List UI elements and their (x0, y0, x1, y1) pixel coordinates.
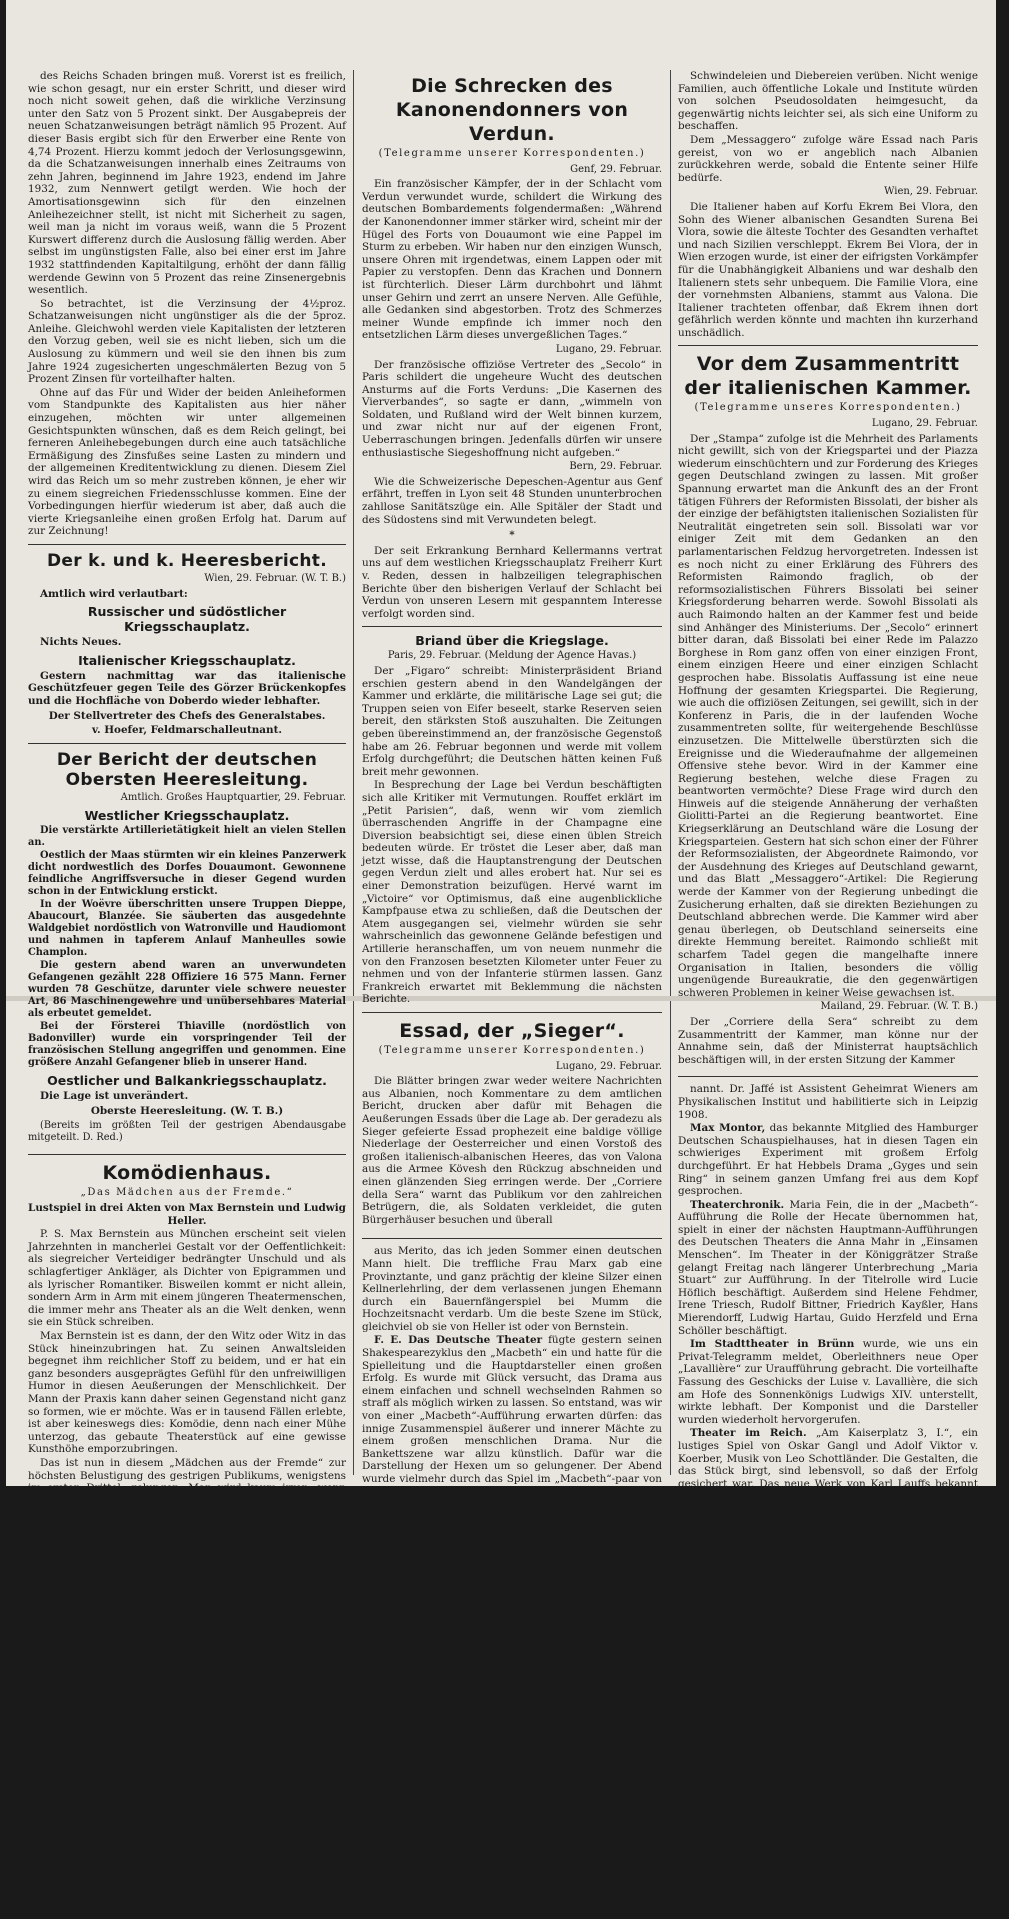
article-paragraph: Der französische offiziöse Vertreter des „Secolo“ in Paris schildert die ungeheure Wucht des deutschen Ansturms auf die Forts Verduns: „Die Kasernen des Vierverbandes“, so sagte er dann, „wimmeln von Soldaten, und Rußland wird der Welt binnen kurzem, und zwar nicht nur auf der eigenen Front, Ueberraschungen bringen. Jedenfalls dürfen wir unsere enthusiastische Siegeshoffnung nicht aufgeben.“ (362, 358, 662, 459)
column-divider (353, 70, 354, 1475)
section-divider (28, 743, 346, 744)
article-paragraph: In Besprechung der Lage bei Verdun beschäftigten sich alle Kritiker mit Vermutungen. Rouffet erklärt im „Petit Parisien“, daß, wenn wir vom ziemlich überraschenden Angriffe in der Champagne eine Diversion beabsichtigt sei, diese einen üblen Streich bedeuten würde. Er tröstet die Leser aber, daß man jetzt wisse, daß die Hauptanstrengung der Deutschen gegen Verdun zielt und alles erobert hat. Nur sei es einer Demonstration beizufügen. Hervé warnt im „Victoire“ vor Optimismus, daß eine augenblickliche Kampfpause etwa zu schließen, daß die Deutschen der Atem ausgegangen sei, vielmehr würden sie sehr wahrscheinlich das gewonnene Gelände befestigen und Artillerie heranschaffen, um von neuem nunmehr die von den Franzosen besetzten Kilometer unter Feuer zu nehmen und von der Infanterie stürmen lassen. Ganz Frankreich erwartet mit Beklemmung die nächsten Berichte. (362, 779, 662, 1006)
item-heading: Generalintendant Graf v. Hülsen-Haeseler und Professor Reinhardt. (362, 1536, 662, 1562)
article-paragraph: So betrachtet, ist die Verzinsung der 4½proz. Schatzanweisungen nicht ungünstiger als die der 5proz. Anleihe. Gleichwohl werden viele Kapitalisten der letzteren den Vorzug geben, weil sie es nicht lieben, sich um die Auslosung zu kümmern und weil sie den ihnen bis zum Jahre 1924 zugesicherten ungeschmälerten Bezug von 5 Prozent Zinsen für vorteilhafter halten. (28, 297, 346, 386)
headline-heeresbericht: Der k. und k. Heeresbericht. (47, 550, 327, 571)
headline-oberste-heeresleitung: Der Bericht der deutschen Obersten Heeresleitung. (56, 749, 318, 790)
subheading-front: Oestlicher und Balkankriegsschauplatz. (47, 1073, 327, 1089)
article-text: Maria Fein, die in der „Macbeth“-Aufführung die Rolle der Hecate übernommen hat, spielt in einer der nächsten Hauptmann-Aufführungen des Deutschen Theaters die Anna Mahr in „Einsamen Menschen“. Im Theater in der Königgrätzer Straße gelangt Freitag nach längerer Unterbrechung „Maria Stuart“ zur Aufführung. In der Titelrolle wird Lucie Höflich beschäftigt. Außerdem sind Helene Fehdmer, Irene Triesch, Rudolf Bittner, Friedrich Kayßler, Hans Mierendorff, Ludwig Hartau, Guido Herzfeld und Erna Schöller beschäftigt. (678, 1198, 978, 1337)
article-paragraph: Ohne auf das Für und Wider der beiden Anleiheformen vom Standpunkte des Kapitalisten aus hier näher einzugehen, möchten wir unter allgemeinen Gesichtspunkten wünschen, daß es dem Reich gelingt, bei ferneren Anleihebegebungen durch eine auch tatsächliche Ermäßigung des Zinsfußes seine Lasten zu mindern und der allgemeinen Kreditentwicklung zu dienen. Diesem Ziel wird das Reich um so mehr zustreben können, je eher wir zu einem siegreichen Friedensschlusse kommen. Eine der Vorbedingungen hierfür wiederum ist aber, daß auch die vierte Kriegsanleihe einen großen Erfolg hat. Darum auf zur Zeichnung! (28, 386, 346, 538)
editor-note: (Bereits im größten Teil der gestrigen Abendausgabe mitgeteilt. D. Red.) (28, 1119, 346, 1143)
section-divider (362, 1238, 662, 1239)
item-heading: Wissenschaftliche Nachrichten. (374, 1867, 597, 1880)
article-paragraph: Schwindeleien und Diebereien verüben. Nicht wenige Familien, auch öffentliche Lokale und Institute würden von solchen Pseudosoldaten heimgesucht, da gegenwärtig nichts leichter sei, als sich eine Uniform zu beschaffen. (678, 70, 978, 133)
section-divider (362, 626, 662, 627)
signature: Oberste Heeresleitung. (W. T. B.) (90, 1104, 284, 1117)
article-paragraph: P. S. Max Bernstein aus München erscheint seit vielen Jahrzehnten in mancherlei Gestalt vor der Oeffentlichkeit: als siegreicher Verteidiger bedrängter Unschuld und als schlagfertiger Ankläger, als Dichter von Epigrammen und als lyrischer Romantiker. Bisweilen kommt er nicht allein, sondern Arm in Arm mit einem jüngeren Theatermenschen, die immer mehr ans Theater als an die Welt denken, wenn sie ein Stück schreiben. (28, 1228, 346, 1329)
column-left (28, 70, 346, 1751)
section-divider (678, 1076, 978, 1077)
dateline: Bern, 29. Februar. (569, 461, 662, 473)
article-paragraph: Ein französischer Kämpfer, der in der Schlacht vom Verdun verwundet wurde, schildert die Wirkung des deutschen Bombardements folgendermaßen: „Während der Kanonendonner immer stärker wird, scheint mir der Hügel des Forts von Douaumont wie eine Pappel im Sturm zu erbeben. Wir haben nur den einzigen Wunsch, unsere Ohren mit irgendetwas, einem Lappen oder mit Papier zu verstopfen. Denn das Krachen und Donnern ist fürchterlich. Dieser Lärm durchbohrt und lähmt unser Gehirn und zerrt an unsere Nerven. Alle Gefühle, alle Gedanken sind abgestorben. Trotz des Schmerzes meiner Wunde empfinde ich immer noch den entsetzlichen Lärm dieses unvergeßlichen Tages.“ (362, 178, 662, 342)
headline-italienische-kammer: Vor dem Zusammentritt der italienischen Kammer. (684, 353, 972, 400)
headline-komoedienhaus: Komödienhaus. (102, 1161, 272, 1184)
article-paragraph: In der Woëvre überschritten unsere Truppen Dieppe, Abaucourt, Blanzée. Sie säuberten das ausgedehnte Waldgebiet nordöstlich von Watronville und Haudiomont und nahmen in tapferem Anlauf Manheulles sowie Champlon. (28, 899, 346, 959)
headline-briand: Briand über die Kriegslage. (415, 633, 609, 649)
article-paragraph: Die Italiener haben auf Korfu Ekrem Bei Vlora, den Sohn des Wiener albanischen Gesandten Surena Bei Vlora, sowie die älteste Tochter des Gesandten verhaftet und nach Sizilien verschleppt. Ekrem Bei Vlora, der in Wien erzogen wurde, ist einer der eifrigsten Vorkämpfer für die Unabhängigkeit Albaniens und war deshalb den Italienern stets sehr unbequem. Die Familie Vlora, eine der vornehmsten Albaniens, stammt aus Valona. Die Italiener trachteten offenbar, daß Ekrem ihnen dort gefährlich werden könnte und machten ihn kurzerhand unschädlich. (678, 200, 978, 339)
dateline: Amtlich. Großes Hauptquartier, 29. Februar. (120, 791, 346, 803)
signature: Der Stellvertreter des Chefs des Generalstabes. (48, 709, 326, 722)
item-heading: F. E. Das Deutsche Theater (374, 1334, 543, 1347)
dateline: Paris, 29. Februar. (Meldung der Agence Havas.) (387, 650, 637, 662)
article-paragraph: Die Blätter bringen zwar weder weitere Nachrichten aus Albanien, noch Kommentare zu dem amtlichen Bericht, drucken aber dafür mit Behagen die Aeußerungen Essads über die Lage ab. Der geradezu als Sieger gefeierte Essad prophezeit eine baldige völlige Niederlage der Oesterreicher und einen Vorstoß des großen italienisch-albanischen Heeres, das von Valona aus die Armee Kövesh den Rückzug abschneiden und einen glänzenden Sieg erringen werde. Der „Corriere della Sera“ warnt das Publikum vor den zahlreichen Betrügern, die, als Soldaten verkleidet, die guten Bürgerhäuser besuchen und überall (362, 1075, 662, 1226)
article-paragraph: aus Merito, das ich jeden Sommer einen deutschen Mann hielt. Die treffliche Frau Marx gab eine Provinztante, und ganz prächtig der kleine Silzer einen Kellnerlehrling, der dem verlassenen jungen Ehemann durch ein Bauernfängerspiel bei Mumm die Hochzeitsnacht verdarb. Um die beste Szene im Stück, gleichviel ob sie von Heller ist oder von Bernstein. (362, 1245, 662, 1333)
dateline: Wien, 29. Februar. (884, 186, 978, 198)
asterisk-separator: * (509, 529, 515, 542)
article-text: wurde, wie uns ein Privat-Telegramm meldet, zusammen mit Geheimrat Ranke-München von der kaiserlich Leopoldinisch-Karolinischen Deutschen Akademie der Naturforscher zu Halle zu ordentlichen Mitgliedern in den Fachsektion für Anthropologie, Ethnologie und Geographie, Geheimrat Fürbringer-Heidelberg zum Vorstandsmitglied der Fachsektion für Zoologie und Anatomie wiedergewählt. Geheimrat Pfeffer-Leipzig wurde zum Vorstandsmitglied der Fachsektion für Botanik und Geheimrat Spengel-Gießen zum Adjunkten für Hessen, Rheinpfalz, Nassau und Frankfurt am Main gewählt. (362, 1702, 662, 1866)
article-paragraph: Nichts Neues. (40, 636, 122, 649)
article-paragraph: nannt. Dr. Jaffé ist Assistent Geheimrat Wieners am Physikalischen Institut und habilitierte sich in Leipzig 1908. (678, 1083, 978, 1121)
article-paragraph: Gestern nachmittag war das italienische Geschützfeuer gegen Teile des Görzer Brückenkopfes und die Hochfläche von Doberdo wieder lebhafter. (28, 669, 346, 707)
article-paragraph: Der „Corriere della Sera“ schreibt zu dem Zusammentritt der Kammer, man könne nur der Annahme sein, daß der Ministerrat hauptsächlich beschäftigen will, in der ersten Sitzung der Kammer (678, 1015, 978, 1066)
article-paragraph: Max Bernstein ist es dann, der den Witz oder Witz in das Stück hineinzubringen hat. Zu seinen Anwaltsleiden begegnet ihm reichlicher Stoff zu beidem, und er hat ein ganz besonders ausgeprägtes Gefühl für den unfreiwilligen Humor in diesen Aeußerungen der Menschlichkeit. Der Mann der Praxis kann daher seinen Gegenstand nicht ganz so formen, wie er möchte. Was er in tausend Fällen erlebte, ist aber keineswegs dies: Komödie, denn nach einer Mühe unterzog, das gebaute Theaterstück auf eine gewisse Kunsthöhe emporzubringen. (28, 1330, 346, 1456)
article-paragraph: Mit der Idee des Stückes dürfte Bernstein nicht viel zu tun haben. Heller allerdings auch nicht. Sie stammt aus der Rumpelkammer: aus der Hochzeitsreise begegnet jemand einer Frau und zwar einer sehr vornehmen, und das gibt eine kleine Wirrnis, die, etwas „gestreckt“, so ziemlich bis gegen Ende hin reichte. (28, 1571, 346, 1647)
play-credit: Lustspiel in drei Akten von Max Bernstein und Ludwig Heller. (28, 1202, 346, 1227)
article-paragraph: Applaudiert wurde recht lebhaft: erster Akt sehr nett, zweiter Akt nett, dritter Akt ganz nett. Nach jedem Akt hatte das Publikum den anwesenden Max Bernstein noch immer für den Anfang. (28, 1647, 346, 1698)
dateline: Lugano, 29. Februar. (871, 418, 978, 430)
section-divider (362, 1012, 662, 1013)
dateline: Mailand, 29. Februar. (W. T. B.) (820, 1001, 978, 1013)
article-paragraph: Das ist nun in diesem „Mädchen aus der Fremde“ zur höchsten Belustigung des gestrigen Publikums, wenigstens im ersten Drittel, gelungen. Man wird kaum irren, wenn man sagt: die Idee des Stückes, ist vom Schauspieler Heller, die Ideen sind teils vom Epigrammatiker, teils vom Rechtsgelehrten Bernstein. Es gelang ihm stellenweise ganz köstliche Dinge zu erfinden, und die Art, wie er einen Familienkreis mit bunten Gestalten füllte, ist durchaus dankenswert. Nur kommt all dies nicht recht zusammen. (28, 1456, 346, 1570)
article-paragraph: Der „Stampa“ zufolge ist die Mehrheit des Parlaments nicht gewillt, sich von der Kriegspartei und der Piazza wiederum einschüchtern und zur Forderung des Krieges gegen Deutschland zwingen zu lassen. Mit großer Spannung erwartet man die Ankunft des an der Front tätigen Führers der Reformisten Bissolati, der bisher als der einzige der befähigtsten italienischen Sozialisten für Neutralität eingetreten sein soll. Bissolati war vor einiger Zeit mit dem Gedanken an den parlamentarischen Feldzug hervorgetreten. Indessen ist es noch nicht zu einer Erklärung des Führers des Reformisten Raimondo fraglich, ob der reformsozialistischen Führers Bissolati bei seiner Kriegsforderung beharren werde. Sowohl Bissolati als auch Raimondo halten an der Kammer fest und beide sind Anhänger des Ministeriums. Der „Secolo“ erinnert bitter daran, daß Bissolati bei einer Rede im Palazzo Borghese in Rom ganz offen von einer einzigen Front, einem einzigen Heere und einer einzigen Schlacht gesprochen habe. Bissolatis Auffassung ist eine neue Hoffnung der gesamten Kriegspartei. Die Regierung, wie auch die offiziösen Zeitungen, sei gewillt, sich in der Konferenz in Paris, die in der laufenden Woche zusammentreten sollte, für weitergehende Beschlüsse einzusetzen. Die Mittelwelle überstürzten sich die Ereignisse und die Wiederaufnahme der allgemeinen Offensive stehe bevor. Wird in der Kammer eine Regierung bestehen, welche diese Fragen zu beantworten vermöchte? Diese Frage wird durch den Hinweis auf die steigende Annäherung der verhaßten Giolitti-Partei an die Regierung beantwortet. Eine Kriegserklärung an Deutschland wäre die Losung der Kriegsparteien. Gestern hat sich schon einer der Führer der Reformsozialisten, der Abgeordnete Raimondo, vor der Ausdehnung des Krieges auf Deutschland gewarnt, und das Blatt „Messaggero“-Artikel: Die Regierung werde der Kammer von der Regierung unbedingt die Zusicherung erhalten, daß sie direkten Beziehungen zu Deutschland abbrechen werde. Die Kammer wird aber genau überlegen, ob Deutschland seinerseits eine direkte Hemmung bereitet. Raimondo schließt mit scharfem Tadel gegen die mangelhafte innere Organisation in Italien, besonders die völlig ungenügende Bureaukratie, die den gegenwärtigen schweren Problemen in keiner Weise gewachsen ist. (678, 432, 978, 999)
section-divider (28, 544, 346, 545)
subheading-front: Russischer und südöstlicher Kriegsschauplatz. (87, 604, 287, 635)
signature: v. Hoefer, Feldmarschalleutnant. (91, 724, 283, 737)
article-paragraph: Amtlich wird verlautbart: (40, 587, 188, 600)
article-text: Zum außerordentlichen Professor an der Universität Leipzig wurde der hiesige Privatdozent für Physik daselbst, Dr. phil. Georg Jaffé, ein (362, 1867, 662, 1918)
article-paragraph: Wie die Schweizerische Depeschen-Agentur aus Genf erfährt, treffen in Lyon seit 48 Stunden ununterbrochen zahllose Sanitätszüge ein. Alle Spitäler der Stadt und des Südostens sind mit Verwundeten belegt. (362, 475, 662, 526)
dateline: Wien, 29. Februar. (W. T. B.) (204, 572, 346, 584)
article-text: das bekannte Mitglied des Hamburger Deutschen Schauspielhauses, hat in diesen Tagen ein schwieriges Experiment mit großem Erfolg durchgeführt. Er hat Hebbels Drama „Gyges und sein Ring“ in seinem ganzen Umfang frei aus dem Kopf gesprochen. (678, 1122, 978, 1198)
article-paragraph: Die gestern abend waren an unverwundeten Gefangenen gezählt 228 Offiziere 16 575 Mann. Ferner wurden 78 Geschütze, darunter viele schwere neuester Art, 86 Maschinengewehre und unübersehbares Material als erbeutet gemeldet. (28, 960, 346, 1020)
dateline: Lugano, 29. Februar. (555, 1060, 662, 1072)
play-title: „Das Mädchen aus der Fremde.“ (80, 1186, 294, 1198)
article-paragraph: Die Lage ist unverändert. (40, 1090, 189, 1103)
subheadline: (Telegramme unseres Korrespondenten.) (694, 402, 962, 414)
subheading-front: Westlicher Kriegsschauplatz. (84, 808, 290, 824)
item-heading: Im Stadttheater in Brünn (690, 1338, 855, 1351)
subheadline: (Telegramme unserer Korrespondenten.) (378, 148, 646, 159)
subheadline: (Telegramme unserer Korrespondenten.) (378, 1045, 646, 1056)
article-text: fügte gestern seinen Shakespearezyklus den „Macbeth“ ein und hatte für die Spielleitung und die Hauptdarsteller einen großen Erfolg. Es wurde mit Glück versucht, das Drama aus einem einfachen und schnell wechselnden Rahmen so straff als möglich wirken zu lassen. So entstand, was wir von einer „Macbeth“-Aufführung erwarten dürfen: das innige Zusammenspiel äußerer und innerer Mächte zu einem großen menschlichen Drama. Nur die Bankettszene war allzu künstlich. Dafür war die Darstellung der Hexen um so gelungener. Der Abend wurde vielmehr durch das Spiel im „Macbeth“-paar von Paul Wegener und Hermine Körner getragen. Sie nahmen die harten Dinge im wesentlichen von der geistigen Seite und waren zusammenbrechend stärker als wahrhaft. Der Beifall war herzlich. (362, 1334, 662, 1536)
headline-essad: Essad, der „Sieger“. (399, 1020, 625, 1042)
article-paragraph: Der „Figaro“ schreibt: Ministerpräsident Briand erschien gestern abend in den Wandelgängen der Kammer und erklärte, die militärische Lage sei gut; die Truppen seien von Eifer beseelt, starke Reserven seien bereit, den stärksten Stoß auszuhalten. Die Zeitungen geben übereinstimmend an, der französische Gegenstoß habe am 26. Februar begonnen und werde mit vollem Erfolg durchgeführt; die Deutschen hätten keinen Fuß breit mehr gewonnen. (362, 664, 662, 778)
article-text: wurde, wie uns ein Privat-Telegramm meldet, Oberleithners neue Oper „Lavallière“ zur Uraufführung gebracht. Die vorteilhafte Fassung des Geschicks der Luise v. Lavallière, die sich am Hofe des Sonnenkönigs Ludwigs XIV. unterstellt, wirkte lebhaft. Der Komponist und die Darsteller wurden wiederholt hervorgerufen. (678, 1338, 979, 1426)
article-paragraph: Von einer Richtigstellung der unzutreffenden tatsächlichen Angaben des Professors Reinhardt nimmt Graf v. Hülsen-Haeseler der schwebenden Angelegenheit wegen Abstand. (362, 1651, 662, 1702)
dateline: Genf, 29. Februar. (570, 163, 662, 175)
article-text: Uns wird folgende Erklärung zugesandt: „Generalintendant Graf v. Hülsen-Haeseler hat nach seiner heute erfolgten Rückkehr gegen Professor Reinhardt den gerichtlichen Strafantrag gestellt, die in seiner Erklärung vom 28. Februar gegen ihn gerichteten Beleidigungen gestellt. Dagegen beabsichtigt er, die erforderlichen gerichtlichen Schritte einzuleiten.“ (362, 1549, 662, 1650)
section-divider (28, 1154, 346, 1155)
item-heading: Geheimrat Professor Dr. Penck (374, 1702, 557, 1715)
column-divider (670, 70, 671, 1475)
section-divider (678, 345, 978, 346)
newspaper-page (6, 0, 996, 1918)
item-heading: Theaterchronik. (690, 1198, 785, 1211)
article-paragraph: Den Mann in zwei Weiberröcken gab Herr Eugen Burg als ein Bild, der den Bellmaus spielt. Fräulein Glaeßner gab mit schwungvollem Uebermut und verhaltener Kabarettkunst das Mädchen (28, 1699, 346, 1750)
article-paragraph: Die verstärkte Artillerietätigkeit hielt an vielen Stellen an. (28, 825, 346, 849)
column-right (678, 70, 978, 1668)
item-heading: Max Montor, (690, 1122, 766, 1135)
subheading-front: Italienischer Kriegsschauplatz. (78, 652, 296, 668)
article-paragraph: Dem „Messaggero“ zufolge wäre Essad nach Paris gereist, von wo er angeblich nach Albanien zurückkehren werde, sobald die Entente seiner Hilfe bedürfe. (678, 133, 978, 184)
column-middle (362, 70, 662, 1919)
dateline: Lugano, 29. Februar. (555, 343, 662, 355)
headline-verdun: Die Schrecken des Kanonendonners von Verdun. (395, 75, 629, 145)
article-paragraph: Oestlich der Maas stürmten wir ein kleines Panzerwerk dicht nordwestlich des Dorfes Douaumont. Gewonnene feindliche Angriffsversuche in dieser Gegend wurden schon in der Entwicklung erstickt. (28, 850, 346, 898)
article-text: „Am Kaiserplatz 3, I.“, ein lustiges Spiel von Oskar Gangl und Adolf Viktor v. Koerber, Musik von Leo Schottländer. Die Gestalten, die das Stück birgt, sind lebensvoll, so daß der Erfolg gesichert war. Das neue Werk von Karl Lauffs bekannt sind, erschienen auf der Bühne wieder. Von unserem Korrespondenten aus Stettin: Die Premiere des Stückes wurde wiederholt gerufen. — „Pipinder Kleine“, der dreiaktige musikalische Schwank von Arnor Landsberger und Ferry Sikla, Musik von Hugo Hirsch, gelangt am 1. März in Breslau zur Uraufführung. Die Titelrolle spielt Jutta v. Nemeth. — „Die Zinkanne“ ist der Titel einer neuen Komödie von Dr. Martin Zickel, die der Verfasser der Komödien „Schneider Wibbel“ und „Landmacht“, Hans Müller, unter dem Titel „Macdouls“, das türkische Schauspiel von Marya Hobe, geht am 2. März auf besondere Einladung des Fürsten am Hoftheater in Gera zu wohltätigen Zwecken in Szene. Die Uraufführung erfolgt in der Berliner Besetzung mit (678, 1427, 978, 1667)
article-paragraph: Bei der Försterei Thiaville (nordöstlich von Badonviller) wurde ein vorspringender Teil der französischen Stellung angegriffen und genommen. Eine größere Anzahl Gefangener blieb in unserer Hand. (28, 1021, 346, 1069)
article-paragraph: des Reichs Schaden bringen muß. Vorerst ist es freilich, wie schon gesagt, nur ein erster Schritt, und dieser wird noch nicht soweit gehen, daß die wirkliche Verzinsung unter den Satz von 5 Prozent sinkt. Der Ausgabepreis der neuen Schatzanweisungen beträgt nämlich 95 Prozent. Auf dieser Basis ergibt sich für den Erwerber eine Rente von 4,74 Prozent. Hierzu kommt jedoch der Verlosungsgewinn, da die Schatzanweisungen innerhalb eines Zeitraums von zehn Jahren, beginnend im Jahre 1923, endend im Jahre 1932, zum Nennwert getilgt werden. Wie hoch der Amortisationsgewinn sich für den einzelnen Anleihezeichner stellt, ist nicht mit Sicherheit zu sagen, weil man ja nicht im voraus weiß, wann die 5 Prozent Kurswert differenz durch die Auslosung fällig werden. Aber selbst im ungünstigsten Falle, also bei einer erst im Jahre 1932 stattfindenden Kapitaltilgung, erhöht der dann fällig werdende Gewinn von 5 Prozent das reine Zinsenergebnis wesentlich. (28, 70, 346, 297)
item-heading: Theater im Reich. (690, 1427, 807, 1440)
article-paragraph: Der seit Erkrankung Bernhard Kellermanns vertrat uns auf dem westlichen Kriegsschauplatz Freiherr Kurt v. Reden, dessen in halbzeiligen telegraphischen Berichte über den bisherigen Verlauf der Schlacht bei Verdun von unseren Lesern mit gespanntem Interesse verfolgt worden sind. (362, 544, 662, 620)
